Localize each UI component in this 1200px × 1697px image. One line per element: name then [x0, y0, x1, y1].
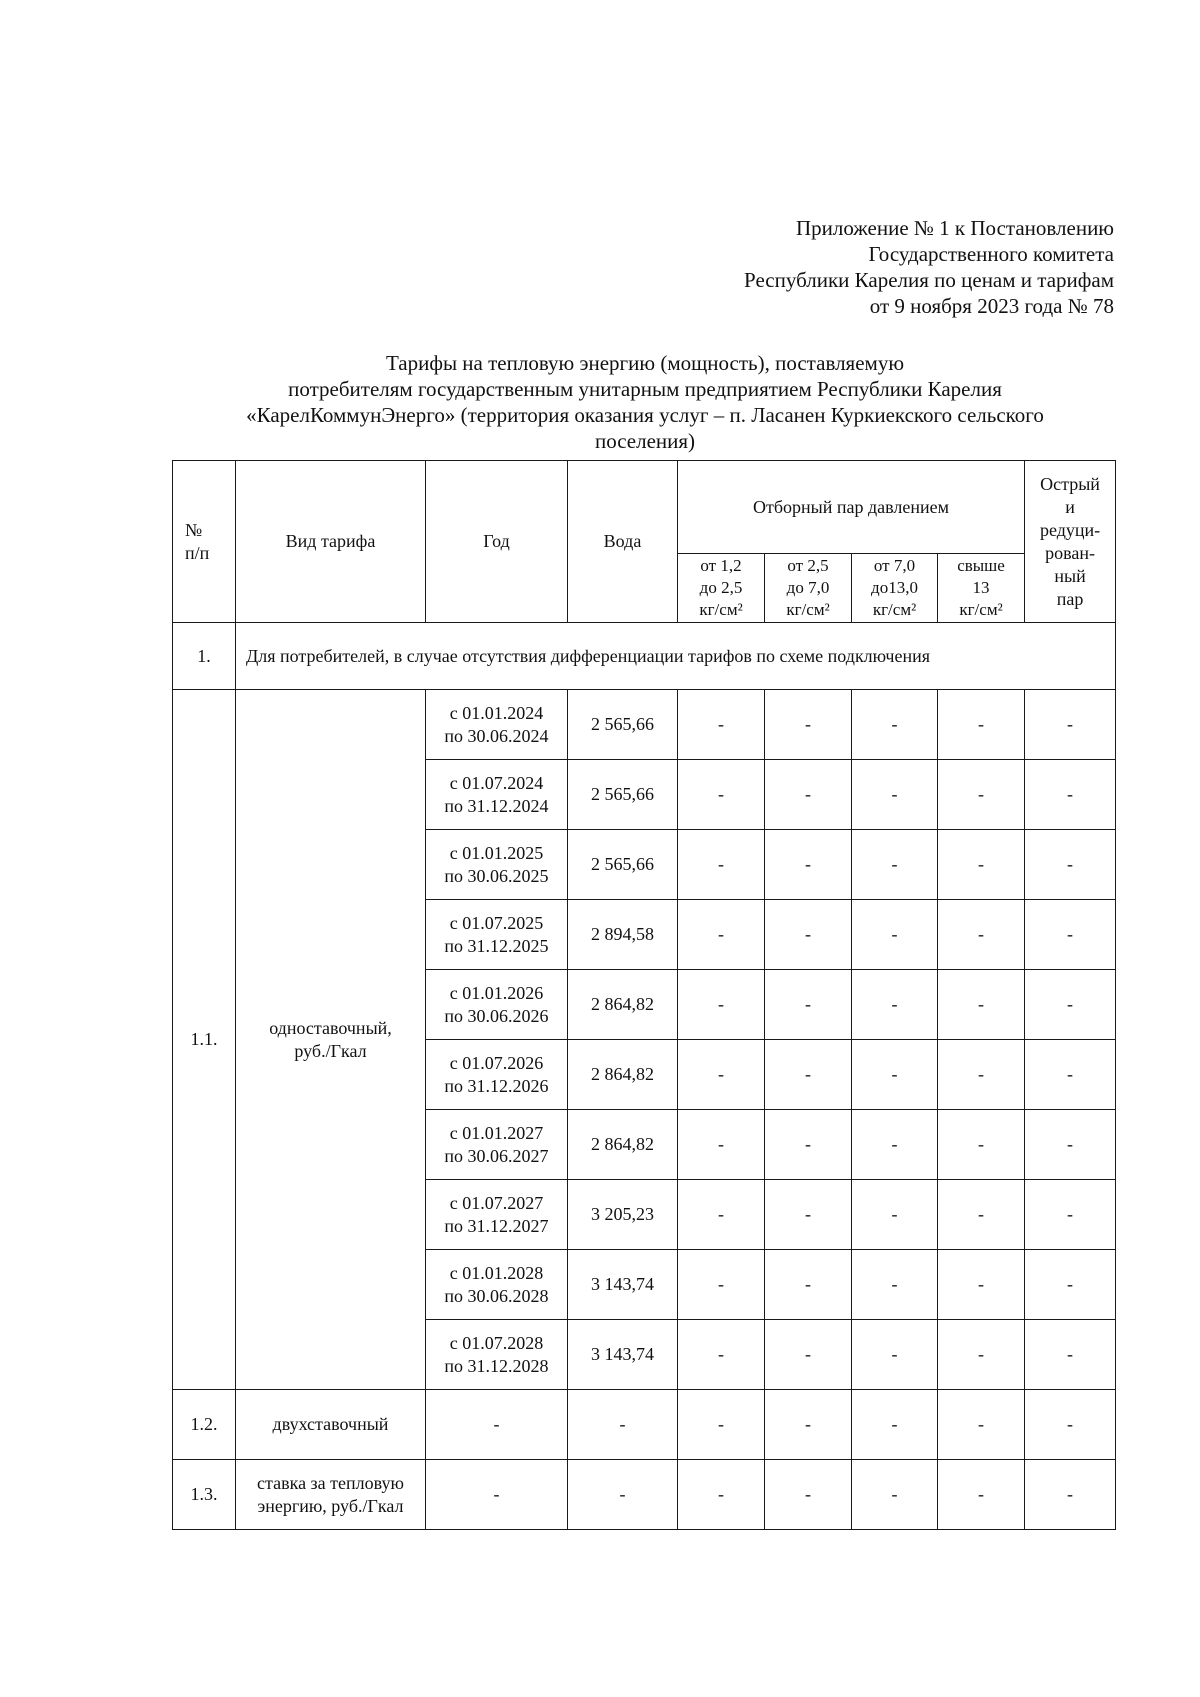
header-steam-2-line-1: от 2,5	[787, 556, 829, 575]
period-cell	[426, 1110, 568, 1180]
row-1-3-steam-1: -	[678, 1460, 765, 1530]
steam-1-value: -	[678, 690, 765, 760]
steam-4-value: -	[938, 1320, 1025, 1390]
header-sharp-line-3: редуци-	[1039, 519, 1101, 540]
period-cell	[426, 1040, 568, 1110]
steam-1-value: -	[678, 970, 765, 1040]
period-cell	[426, 830, 568, 900]
steam-1-value: -	[678, 760, 765, 830]
row-1-1-type-line-1: одноставочный,	[269, 1017, 392, 1038]
period-to: по 30.06.2026	[444, 1005, 549, 1026]
period-cell	[426, 690, 568, 760]
row-1-3-steam-2: -	[765, 1460, 852, 1530]
steam-1-value: -	[678, 830, 765, 900]
header-steam-2-line-2: до 7,0	[786, 578, 830, 597]
row-1-3-steam-4: -	[938, 1460, 1025, 1530]
section-1-num: 1.	[173, 623, 236, 690]
steam-3-value: -	[852, 1320, 938, 1390]
section-1-text: Для потребителей, в случае отсутствия дифференциации тарифов по схеме подключения	[236, 623, 1116, 690]
steam-4-value: -	[938, 1110, 1025, 1180]
row-1-3-year: -	[426, 1460, 568, 1530]
sharp-steam-value: -	[1025, 1110, 1116, 1180]
header-sharp-line-4: рован-	[1045, 542, 1095, 563]
header-steam-2	[765, 554, 852, 623]
steam-3-value: -	[852, 760, 938, 830]
header-num-line-2: п/п	[185, 542, 210, 563]
title-line-1: Тарифы на тепловую энергию (мощность), поставляемую	[385, 351, 905, 375]
sharp-steam-value: -	[1025, 830, 1116, 900]
header-num-line-1: №	[185, 519, 203, 540]
water-value: 2 565,66	[568, 690, 678, 760]
table-row-1-2	[173, 1390, 1116, 1460]
header-year: Год	[426, 461, 568, 623]
row-1-2-steam-4: -	[938, 1390, 1025, 1460]
period-from: с 01.01.2028	[449, 1262, 544, 1283]
period-from: с 01.01.2024	[449, 702, 544, 723]
row-1-2-steam-3: -	[852, 1390, 938, 1460]
header-steam-3-line-2: до13,0	[871, 578, 918, 597]
period-to: по 31.12.2026	[444, 1075, 549, 1096]
table-row-1-3	[173, 1460, 1116, 1530]
title-line-3: «КарелКоммунЭнерго» (территория оказания услуг – п. Ласанен Куркиекского сельского	[246, 403, 1044, 427]
table-row	[173, 690, 1116, 760]
sharp-steam-value: -	[1025, 760, 1116, 830]
period-to: по 31.12.2025	[444, 935, 549, 956]
steam-4-value: -	[938, 1250, 1025, 1320]
row-1-3-steam-3: -	[852, 1460, 938, 1530]
header-steam-4-line-3: кг/см²	[959, 600, 1003, 619]
water-value: 2 864,82	[568, 970, 678, 1040]
water-value: 3 143,74	[568, 1250, 678, 1320]
header-steam-1-line-1: от 1,2	[700, 556, 742, 575]
sharp-steam-value: -	[1025, 900, 1116, 970]
header-sharp-steam	[1025, 461, 1116, 623]
period-from: с 01.07.2025	[449, 912, 544, 933]
header-steam-3	[852, 554, 938, 623]
row-1-2-steam-1: -	[678, 1390, 765, 1460]
steam-4-value: -	[938, 760, 1025, 830]
water-value: 2 864,82	[568, 1040, 678, 1110]
steam-4-value: -	[938, 970, 1025, 1040]
sharp-steam-value: -	[1025, 1250, 1116, 1320]
tariff-table-body	[173, 461, 1116, 1530]
row-1-3-type-line-1: ставка за тепловую	[257, 1472, 404, 1493]
row-1-2-steam-2: -	[765, 1390, 852, 1460]
water-value: 3 205,23	[568, 1180, 678, 1250]
row-1-1-type-line-2: руб./Гкал	[294, 1040, 367, 1061]
row-1-3-type-line-2: энергию, руб./Гкал	[257, 1495, 404, 1516]
row-1-2-water: -	[568, 1390, 678, 1460]
steam-1-value: -	[678, 1040, 765, 1110]
header-sharp-line-5: ный	[1054, 565, 1086, 586]
steam-1-value: -	[678, 900, 765, 970]
period-from: с 01.07.2024	[449, 772, 544, 793]
steam-2-value: -	[765, 1110, 852, 1180]
row-1-1-type	[236, 690, 426, 1390]
period-from: с 01.01.2026	[449, 982, 544, 1003]
tariff-table	[172, 460, 1116, 1530]
row-1-2-sharp-steam: -	[1025, 1390, 1116, 1460]
period-from: с 01.01.2025	[449, 842, 544, 863]
row-1-2-num: 1.2.	[173, 1390, 236, 1460]
section-row-1	[173, 623, 1116, 690]
steam-2-value: -	[765, 830, 852, 900]
steam-4-value: -	[938, 900, 1025, 970]
period-to: по 30.06.2028	[444, 1285, 549, 1306]
header-steam-4	[938, 554, 1025, 623]
water-value: 3 143,74	[568, 1320, 678, 1390]
steam-2-value: -	[765, 760, 852, 830]
row-1-1-num: 1.1.	[173, 690, 236, 1390]
water-value: 2 565,66	[568, 830, 678, 900]
period-cell	[426, 900, 568, 970]
header-row-1	[173, 461, 1116, 554]
period-to: по 30.06.2024	[444, 725, 549, 746]
header-sharp-line-1: Острый	[1040, 473, 1100, 494]
header-sharp-line-6: пар	[1056, 588, 1084, 609]
water-value: 2 864,82	[568, 1110, 678, 1180]
steam-2-value: -	[765, 1320, 852, 1390]
period-cell	[426, 970, 568, 1040]
header-steam-1-line-3: кг/см²	[699, 600, 743, 619]
row-1-2-year: -	[426, 1390, 568, 1460]
title-line-2: потребителям государственным унитарным предприятием Республики Карелия	[288, 377, 1002, 401]
appendix-line-3: Республики Карелия по ценам и тарифам	[744, 268, 1114, 292]
period-cell	[426, 1250, 568, 1320]
steam-2-value: -	[765, 1040, 852, 1110]
steam-1-value: -	[678, 1110, 765, 1180]
header-water: Вода	[568, 461, 678, 623]
steam-3-value: -	[852, 1110, 938, 1180]
period-from: с 01.07.2027	[449, 1192, 544, 1213]
steam-4-value: -	[938, 1180, 1025, 1250]
header-steam-4-line-2: 13	[972, 578, 990, 597]
appendix-line-1: Приложение № 1 к Постановлению	[795, 216, 1114, 240]
steam-4-value: -	[938, 690, 1025, 760]
steam-3-value: -	[852, 900, 938, 970]
sharp-steam-value: -	[1025, 690, 1116, 760]
period-to: по 31.12.2028	[444, 1355, 549, 1376]
document-title	[170, 350, 1120, 454]
header-steam-4-line-1: свыше	[957, 556, 1005, 575]
period-to: по 30.06.2025	[444, 865, 549, 886]
steam-2-value: -	[765, 1250, 852, 1320]
period-from: с 01.01.2027	[449, 1122, 544, 1143]
steam-3-value: -	[852, 1040, 938, 1110]
header-steam-3-line-3: кг/см²	[872, 600, 917, 619]
steam-4-value: -	[938, 830, 1025, 900]
appendix-line-2: Государственного комитета	[868, 242, 1114, 266]
period-from: с 01.07.2028	[449, 1332, 544, 1353]
row-1-3-water: -	[568, 1460, 678, 1530]
steam-2-value: -	[765, 690, 852, 760]
header-sharp-line-2: и	[1065, 496, 1075, 517]
steam-1-value: -	[678, 1180, 765, 1250]
steam-3-value: -	[852, 1250, 938, 1320]
period-from: с 01.07.2026	[449, 1052, 544, 1073]
row-1-3-sharp-steam: -	[1025, 1460, 1116, 1530]
appendix-line-4: от 9 ноября 2023 года № 78	[869, 294, 1114, 318]
sharp-steam-value: -	[1025, 1040, 1116, 1110]
sharp-steam-value: -	[1025, 1180, 1116, 1250]
sharp-steam-value: -	[1025, 1320, 1116, 1390]
steam-3-value: -	[852, 830, 938, 900]
period-cell	[426, 1320, 568, 1390]
header-steam-1	[678, 554, 765, 623]
steam-3-value: -	[852, 690, 938, 760]
period-to: по 30.06.2027	[444, 1145, 549, 1166]
water-value: 2 565,66	[568, 760, 678, 830]
period-cell	[426, 760, 568, 830]
header-steam-group: Отборный пар давлением	[678, 461, 1025, 554]
header-num	[173, 461, 236, 623]
sharp-steam-value: -	[1025, 970, 1116, 1040]
water-value: 2 894,58	[568, 900, 678, 970]
header-steam-2-line-3: кг/см²	[786, 600, 830, 619]
steam-2-value: -	[765, 1180, 852, 1250]
steam-1-value: -	[678, 1250, 765, 1320]
row-1-2-type: двухставочный	[236, 1390, 426, 1460]
steam-4-value: -	[938, 1040, 1025, 1110]
row-1-3-type	[236, 1460, 426, 1530]
row-1-3-num: 1.3.	[173, 1460, 236, 1530]
period-to: по 31.12.2024	[444, 795, 549, 816]
header-steam-1-line-2: до 2,5	[699, 578, 743, 597]
title-line-4: поселения)	[594, 429, 696, 453]
period-cell	[426, 1180, 568, 1250]
period-to: по 31.12.2027	[444, 1215, 549, 1236]
header-steam-3-line-1: от 7,0	[873, 556, 916, 575]
appendix-header	[744, 215, 1114, 319]
steam-1-value: -	[678, 1320, 765, 1390]
steam-3-value: -	[852, 970, 938, 1040]
steam-2-value: -	[765, 900, 852, 970]
steam-3-value: -	[852, 1180, 938, 1250]
header-tariff-type: Вид тарифа	[236, 461, 426, 623]
steam-2-value: -	[765, 970, 852, 1040]
